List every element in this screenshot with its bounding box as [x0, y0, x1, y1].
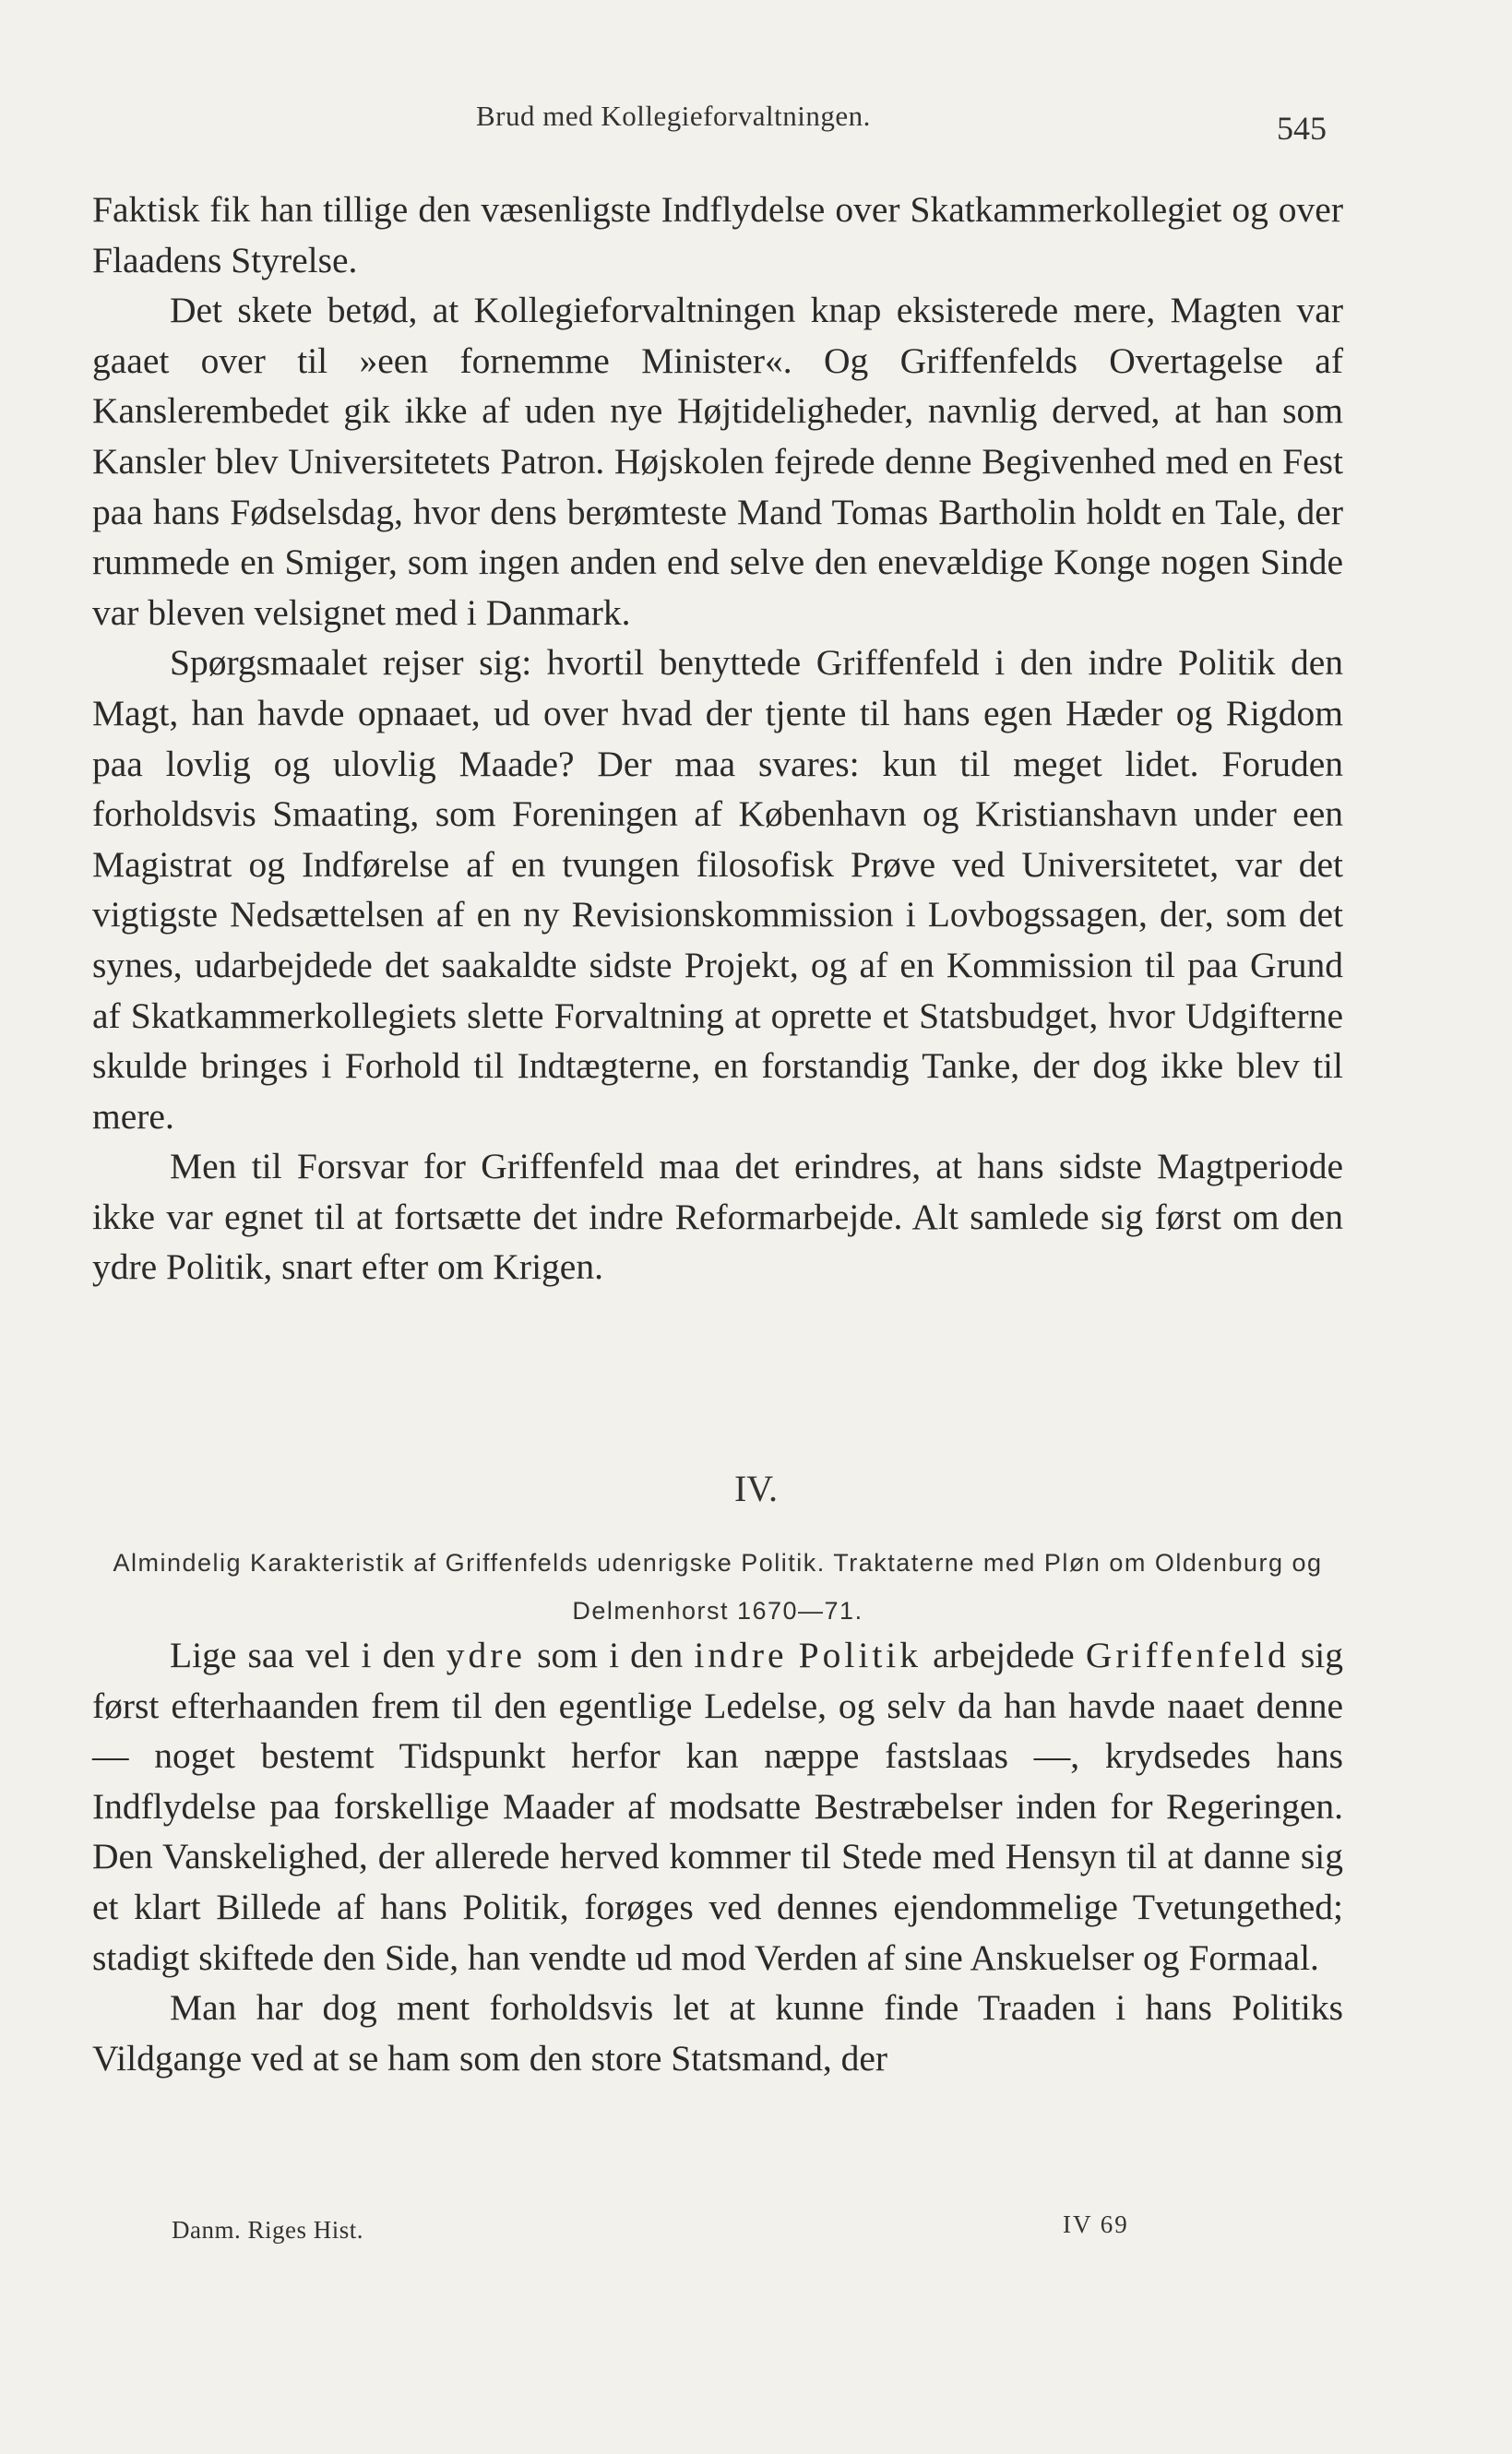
paragraph: Spørgsmaalet rejser sig: hvortil benyttede Griffenfeld i den indre Politik den Magt, han havde opnaaet, ud over hvad der tjente til hans egen Hæder og Rigdom paa lovlig og ulovlig Maade? Der maa svares: kun til meget lidet. Foruden forholdsvis Smaating, som Foreningen af København og Kristianshavn under een Magistrat og Indførelse af en tvungen filosofisk Prøve ved Universitetet, var det vigtigste Nedsættelsen af en ny Revisionskommission i Lovbogssagen, der, som det synes, udarbejdede det saakaldte sidste Projekt, og af en Kommission til paa Grund af Skatkammerkollegiets slette Forvaltning at oprette et Statsbudget, hvor Udgifterne skulde bringes i Forhold til Indtægterne, en forstandig Tanke, der dog ikke blev til mere. — [92, 642, 1343, 1137]
section-numeral: IV. — [733, 1468, 779, 1509]
text-run — [788, 1635, 799, 1675]
running-title: Brud med Kollegieforvaltningen. — [476, 100, 871, 132]
signature-mark: IV 69 — [1063, 2210, 1129, 2238]
paragraph: Men til Forsvar for Griffenfeld maa det erindres, at hans sidste Magtperiode ikke var egnet til at fortsætte det indre Reformarbejde. Alt samlede sig først om den ydre Politik, snart efter om Krigen. — [92, 1146, 1343, 1288]
body-text-upper — [92, 185, 1343, 1293]
printer-signature: Danm. Riges Hist. — [172, 2216, 363, 2244]
body-text-lower — [92, 1630, 1343, 2083]
text-run: som i den — [525, 1635, 695, 1675]
text-run: sig først efterhaanden frem til den egentlige Ledelse, og selv da han havde naaet denne — noget bestemt Tidspunkt herfor kan næppe fastslaas —, krydsedes hans Indflydelse paa forskellige Maader af modsatte Bestræbelser inden for Regeringen. Den Vanskelighed, der allerede herved kommer til Stede med Hensyn til at danne sig et klart Billede af hans Politik, forøges ved dennes ejendommelige Tvetungethed; stadigt skiftede den Side, han vendte ud mod Verden af sine Anskuelser og Formaal. — [92, 1635, 1343, 1978]
emphasized-word: Politik — [798, 1635, 923, 1675]
paragraph: Faktisk fik han tillige den væsenligste Indflydelse over Skatkammerkollegiet og over Flaadens Styrelse. — [92, 189, 1343, 280]
page-number: 545 — [1277, 110, 1327, 147]
emphasized-word: indre — [694, 1635, 788, 1675]
emphasized-word: Griffenfeld — [1085, 1635, 1290, 1675]
paragraph: Man har dog ment forholdsvis let at kunne finde Traaden i hans Politiks Vildgange ved at se ham som den store Statsmand, der — [92, 1987, 1343, 2079]
text-run: Lige saa vel i den — [170, 1635, 446, 1675]
section-heading: Almindelig Karakteristik af Griffenfelds udenrigske Politik. Traktaterne med Pløn om Oldenburg og Delmenhorst 1670—71. — [113, 1549, 1323, 1625]
page-footer — [0, 2210, 1512, 2257]
emphasized-word: ydre — [446, 1635, 526, 1675]
paragraph — [92, 1630, 1343, 1983]
running-head — [0, 100, 1512, 155]
text-run: arbejdede — [922, 1635, 1086, 1675]
paragraph: Det skete betød, at Kollegieforvaltningen knap eksisterede mere, Magten var gaaet over til »een fornemme Minister«. Og Griffenfelds Overtagelse af Kanslerembedet gik ikke af uden nye Højtideligheder, navnlig derved, at han som Kansler blev Universitetets Patron. Højskolen fejrede denne Begivenhed med en Fest paa hans Fødselsdag, hvor dens berømteste Mand Tomas Bartholin holdt en Tale, der rummede en Smiger, som ingen anden end selve den enevældige Konge nogen Sinde var bleven velsignet med i Danmark. — [92, 290, 1343, 633]
